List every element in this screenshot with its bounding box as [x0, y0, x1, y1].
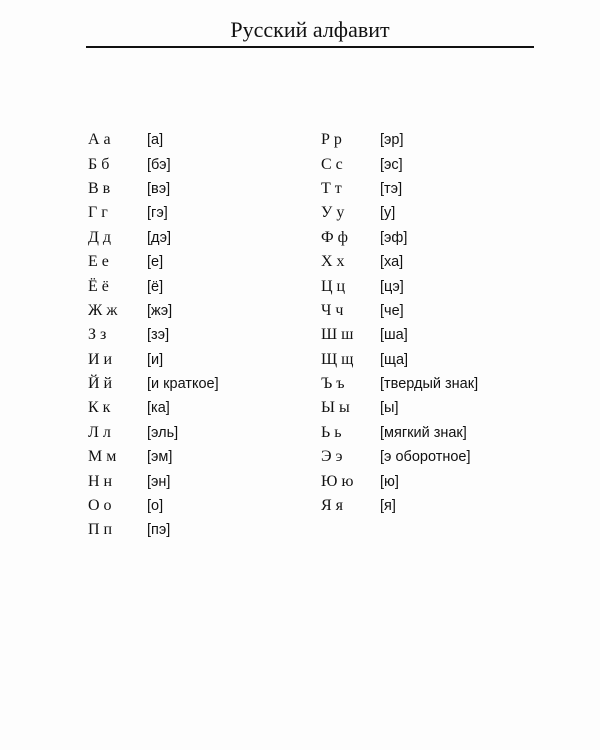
- letter-name: [вэ]: [147, 180, 171, 197]
- letter-name: [ю]: [380, 473, 399, 490]
- letter-pair: П п: [88, 521, 113, 539]
- letter-name: [е]: [147, 254, 164, 271]
- letter-pair: О о: [88, 497, 112, 515]
- letter-pair: Р р: [321, 131, 342, 149]
- letter-pair: И и: [88, 350, 113, 368]
- letter-pair: Ц ц: [321, 277, 346, 295]
- page-title: Русский алфавит: [230, 17, 390, 42]
- letter-pair: Э э: [321, 448, 343, 466]
- letter-name: [а]: [147, 132, 164, 149]
- letter-name: [ё]: [147, 278, 164, 295]
- letter-name: [мягкий знак]: [380, 424, 467, 441]
- letter-name: [зэ]: [147, 327, 170, 344]
- alphabet-row: [88, 323, 219, 347]
- letter-name: [цэ]: [380, 278, 404, 295]
- letter-pair: Д д: [88, 228, 112, 246]
- letter-name: [гэ]: [147, 205, 168, 222]
- letter-pair: Ж ж: [88, 301, 118, 319]
- letter-pair: Б б: [88, 155, 110, 173]
- letter-name: [у]: [380, 205, 396, 222]
- letter-name: [ща]: [380, 351, 409, 368]
- alphabet-row: [321, 421, 478, 445]
- alphabet-row: [321, 323, 478, 347]
- letter-pair: Й й: [88, 375, 113, 393]
- letter-name: [о]: [147, 498, 164, 515]
- letter-pair: Ф ф: [321, 228, 349, 246]
- alphabet-row: [88, 518, 219, 542]
- letter-pair: В в: [88, 179, 111, 197]
- letter-pair: Г г: [88, 204, 108, 222]
- letter-name: [твердый знак]: [380, 376, 479, 393]
- letter-name: [ка]: [147, 400, 170, 417]
- letter-pair: М м: [88, 448, 117, 466]
- alphabet-row: [88, 250, 219, 274]
- letter-pair: Ъ ъ: [321, 375, 345, 393]
- letter-name: [ша]: [380, 327, 408, 344]
- alphabet-column-right: [321, 128, 478, 518]
- letter-pair: Л л: [88, 423, 111, 441]
- letter-pair: Щ щ: [321, 350, 354, 368]
- title-underline: [86, 46, 534, 48]
- alphabet-row: [321, 177, 478, 201]
- letter-name: [ы]: [380, 400, 399, 417]
- alphabet-row: [88, 396, 219, 420]
- alphabet-row: [321, 445, 478, 469]
- letter-name: [дэ]: [147, 229, 172, 246]
- letter-name: [я]: [380, 498, 396, 515]
- letter-pair: Я я: [321, 497, 344, 515]
- letter-pair: Ё ё: [88, 277, 109, 295]
- alphabet-row: [88, 372, 219, 396]
- letter-name: [пэ]: [147, 522, 171, 539]
- letter-name: [жэ]: [147, 302, 173, 319]
- letter-name: [эф]: [380, 229, 408, 246]
- letter-pair: Ю ю: [321, 472, 354, 490]
- letter-pair: Е е: [88, 253, 109, 271]
- alphabet-row: [321, 226, 478, 250]
- letter-name: [и]: [147, 351, 164, 368]
- alphabet-row: [321, 396, 478, 420]
- alphabet-row: [88, 128, 219, 152]
- letter-pair: С с: [321, 155, 343, 173]
- letter-name: [и краткое]: [147, 376, 219, 393]
- alphabet-row: [88, 348, 219, 372]
- alphabet-row: [88, 177, 219, 201]
- letter-name: [эр]: [380, 132, 404, 149]
- alphabet-row: [321, 250, 478, 274]
- alphabet-row: [321, 372, 478, 396]
- alphabet-row: [321, 201, 478, 225]
- letter-pair: З з: [88, 326, 107, 344]
- letter-pair: Х х: [321, 253, 345, 271]
- letter-name: [че]: [380, 302, 404, 319]
- alphabet-row: [321, 274, 478, 298]
- alphabet-row: [321, 469, 478, 493]
- letter-name: [эн]: [147, 473, 171, 490]
- letter-pair: А а: [88, 131, 111, 149]
- letter-name: [ха]: [380, 254, 404, 271]
- alphabet-row: [88, 421, 219, 445]
- letter-name: [эм]: [147, 449, 173, 466]
- alphabet-row: [321, 494, 478, 518]
- alphabet-row: [88, 226, 219, 250]
- alphabet-row: [321, 152, 478, 176]
- letter-pair: У у: [321, 204, 345, 222]
- alphabet-row: [88, 201, 219, 225]
- letter-name: [эль]: [147, 424, 179, 441]
- alphabet-row: [321, 299, 478, 323]
- letter-name: [э оборотное]: [380, 449, 471, 466]
- alphabet-row: [88, 299, 219, 323]
- alphabet-row: [321, 128, 478, 152]
- letter-pair: Т т: [321, 179, 342, 197]
- letter-pair: Ш ш: [321, 326, 354, 344]
- alphabet-row: [88, 274, 219, 298]
- alphabet-row: [88, 445, 219, 469]
- alphabet-row: [88, 152, 219, 176]
- letter-name: [тэ]: [380, 180, 403, 197]
- alphabet-row: [88, 469, 219, 493]
- letter-pair: Ь ь: [321, 423, 342, 441]
- alphabet-row: [88, 494, 219, 518]
- letter-pair: К к: [88, 399, 111, 417]
- letter-pair: Н н: [88, 472, 113, 490]
- alphabet-row: [321, 348, 478, 372]
- letter-pair: Ы ы: [321, 399, 350, 417]
- letter-name: [бэ]: [147, 156, 171, 173]
- letter-pair: Ч ч: [321, 301, 344, 319]
- letter-name: [эс]: [380, 156, 403, 173]
- alphabet-column-left: [88, 128, 219, 543]
